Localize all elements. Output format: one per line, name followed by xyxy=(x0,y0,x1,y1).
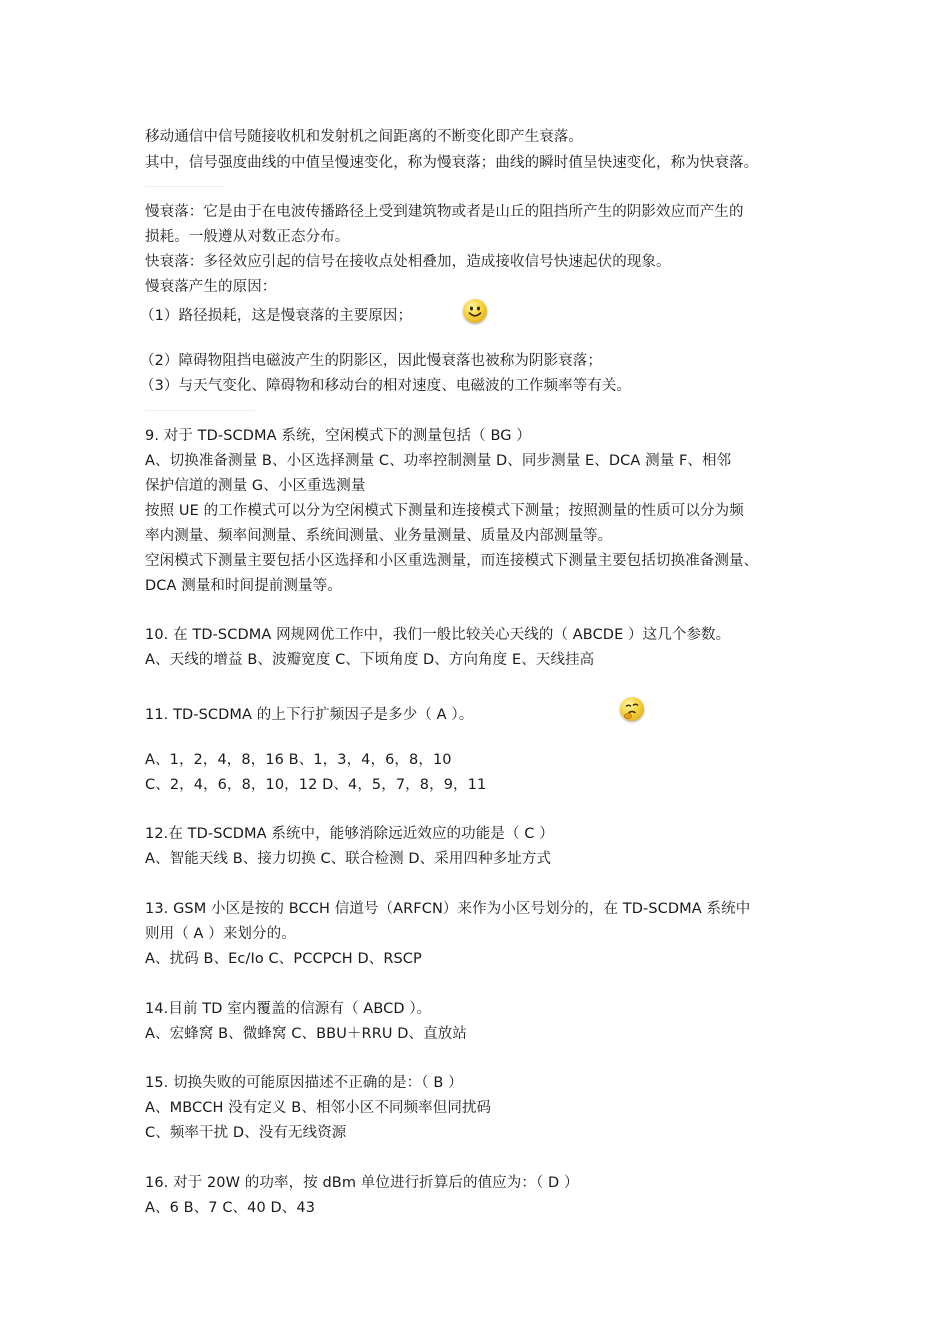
text-line: A、宏蜂窝 B、微蜂窝 C、BBU＋RRU D、直放站 xyxy=(145,1026,467,1042)
text-line: 移动通信中信号随接收机和发射机之间距离的不断变化即产生衰落。 xyxy=(145,129,583,145)
thinking-face-icon xyxy=(620,697,644,721)
text-line: 9. 对于 TD-SCDMA 系统，空闲模式下的测量包括（ BG ） xyxy=(145,428,531,444)
text-line: 损耗。一般遵从对数正态分布。 xyxy=(145,229,350,245)
text-line: A、切换准备测量 B、小区选择测量 C、功率控制测量 D、同步测量 E、DCA 测量 F、相邻 xyxy=(145,453,732,469)
text-line: A、1，2，4，8，16 B、1，3，4，6，8，10 xyxy=(145,752,452,768)
text-line: 12.在 TD-SCDMA 系统中，能够消除远近效应的功能是（ C ） xyxy=(145,826,554,842)
text-line: DCA 测量和时间提前测量等。 xyxy=(145,578,342,594)
text-line: 13. GSM 小区是按的 BCCH 信道号（ARFCN）来作为小区号划分的，在 TD-SCDMA 系统中 xyxy=(145,901,751,917)
text-line: A、扰码 B、Ec/Io C、PCCPCH D、RSCP xyxy=(145,951,422,967)
text-line: 14.目前 TD 室内覆盖的信源有（ ABCD ）。 xyxy=(145,1001,432,1017)
text-line: 16. 对于 20W 的功率，按 dBm 单位进行折算后的值应为：（ D ） xyxy=(145,1175,579,1191)
text-line: A、6 B、7 C、40 D、43 xyxy=(145,1200,316,1216)
text-line: （1）路径损耗，这是慢衰落的主要原因； xyxy=(140,308,413,324)
text-line: 慢衰落：它是由于在电波传播路径上受到建筑物或者是山丘的阻挡所产生的阴影效应而产生的 xyxy=(145,204,744,220)
text-line: A、智能天线 B、接力切换 C、联合检测 D、采用四种多址方式 xyxy=(145,851,552,867)
smiley-face-icon xyxy=(463,299,487,323)
text-line: 快衰落：多径效应引起的信号在接收点处相叠加，造成接收信号快速起伏的现象。 xyxy=(145,254,671,270)
text-line: （2）障碍物阻挡电磁波产生的阴影区，因此慢衰落也被称为阴影衰落； xyxy=(140,353,602,369)
text-line: 慢衰落产生的原因： xyxy=(145,279,277,295)
text-line: 10. 在 TD-SCDMA 网规网优工作中，我们一般比较关心天线的（ ABCDE ）这几个参数。 xyxy=(145,627,731,643)
divider xyxy=(145,410,255,411)
divider xyxy=(145,186,225,187)
text-line: C、2，4，6，8，10，12 D、4，5，7，8，9，11 xyxy=(145,777,487,793)
text-line: 率内测量、频率间测量、系统间测量、业务量测量、质量及内部测量等。 xyxy=(145,528,613,544)
text-line: 空闲模式下测量主要包括小区选择和小区重选测量，而连接模式下测量主要包括切换准备测量、 xyxy=(145,553,759,569)
text-line: 按照 UE 的工作模式可以分为空闲模式下测量和连接模式下测量；按照测量的性质可以分为频 xyxy=(145,503,744,519)
text-line: A、MBCCH 没有定义 B、相邻小区不同频率但同扰码 xyxy=(145,1100,492,1116)
text-line: （3）与天气变化、障碍物和移动台的相对速度、电磁波的工作频率等有关。 xyxy=(140,378,632,394)
text-line: 保护信道的测量 G、小区重选测量 xyxy=(145,478,366,494)
text-line: 其中，信号强度曲线的中值呈慢速变化，称为慢衰落；曲线的瞬时值呈快速变化，称为快衰落。 xyxy=(145,155,759,171)
text-line: 11. TD-SCDMA 的上下行扩频因子是多少（ A ）。 xyxy=(145,707,474,723)
text-line: C、频率干扰 D、没有无线资源 xyxy=(145,1125,347,1141)
text-line: 15. 切换失败的可能原因描述不正确的是：（ B ） xyxy=(145,1075,463,1091)
text-line: A、天线的增益 B、波瓣宽度 C、下顷角度 D、方向角度 E、天线挂高 xyxy=(145,652,595,668)
text-line: 则用（ A ）来划分的。 xyxy=(145,926,296,942)
